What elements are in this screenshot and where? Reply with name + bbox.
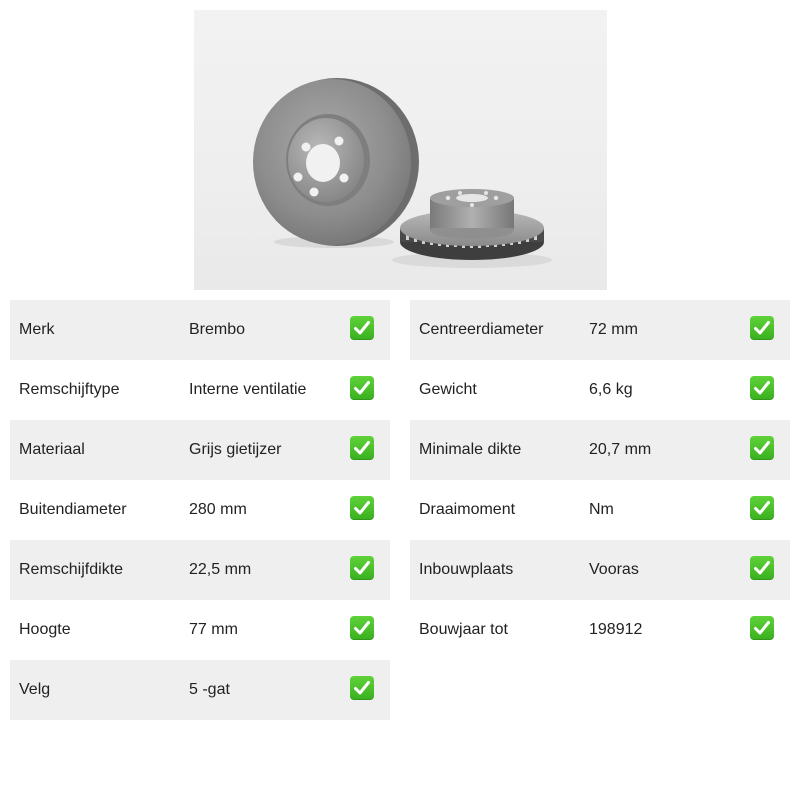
spec-value: 198912	[589, 621, 643, 638]
spec-label: Materiaal	[19, 441, 85, 458]
check-mark-icon	[750, 496, 774, 520]
spec-value: Grijs gietijzer	[189, 441, 282, 458]
check-mark-icon	[350, 496, 374, 520]
product-image	[194, 10, 607, 290]
check-mark-icon	[750, 616, 774, 640]
spec-value: Interne ventilatie	[189, 381, 307, 398]
spec-row	[10, 480, 390, 540]
spec-label: Remschijftype	[19, 381, 120, 398]
spec-row	[10, 600, 390, 660]
check-mark-icon	[350, 616, 374, 640]
spec-label: Buitendiameter	[19, 501, 127, 518]
spec-row	[10, 420, 390, 480]
spec-row	[410, 480, 790, 540]
spec-table-right	[410, 300, 790, 660]
spec-value: 6,6 kg	[589, 381, 633, 398]
check-mark-icon	[750, 556, 774, 580]
spec-label: Merk	[19, 321, 55, 338]
spec-value: 280 mm	[189, 501, 247, 518]
spec-label: Centreerdiameter	[419, 321, 544, 338]
spec-label: Remschijfdikte	[19, 561, 124, 578]
spec-table-left	[10, 300, 390, 720]
spec-label: Bouwjaar tot	[419, 621, 508, 638]
check-mark-icon	[350, 676, 374, 700]
check-mark-icon	[350, 316, 374, 340]
spec-row	[410, 420, 790, 480]
spec-row	[410, 360, 790, 420]
spec-row	[10, 300, 390, 360]
spec-row	[410, 600, 790, 660]
check-mark-icon	[350, 556, 374, 580]
spec-value: Brembo	[189, 321, 246, 338]
spec-value: 5 -gat	[189, 681, 230, 698]
spec-row	[410, 540, 790, 600]
spec-value: 77 mm	[189, 621, 238, 638]
spec-value: Vooras	[589, 561, 639, 578]
check-mark-icon	[750, 376, 774, 400]
check-mark-icon	[350, 436, 374, 460]
spec-row	[10, 540, 390, 600]
spec-label: Inbouwplaats	[419, 561, 514, 578]
spec-row	[10, 660, 390, 720]
check-mark-icon	[750, 316, 774, 340]
check-mark-icon	[750, 436, 774, 460]
spec-label: Gewicht	[419, 381, 477, 398]
spec-label: Hoogte	[19, 621, 71, 638]
spec-value: Nm	[589, 501, 614, 518]
spec-label: Draaimoment	[419, 501, 516, 518]
brake-disc-photo	[194, 10, 607, 290]
spec-row	[410, 300, 790, 360]
spec-row	[10, 360, 390, 420]
spec-value: 22,5 mm	[189, 561, 252, 578]
spec-value: 72 mm	[589, 321, 638, 338]
check-mark-icon	[350, 376, 374, 400]
spec-value: 20,7 mm	[589, 441, 652, 458]
spec-label: Velg	[19, 681, 51, 698]
spec-label: Minimale dikte	[419, 441, 522, 458]
